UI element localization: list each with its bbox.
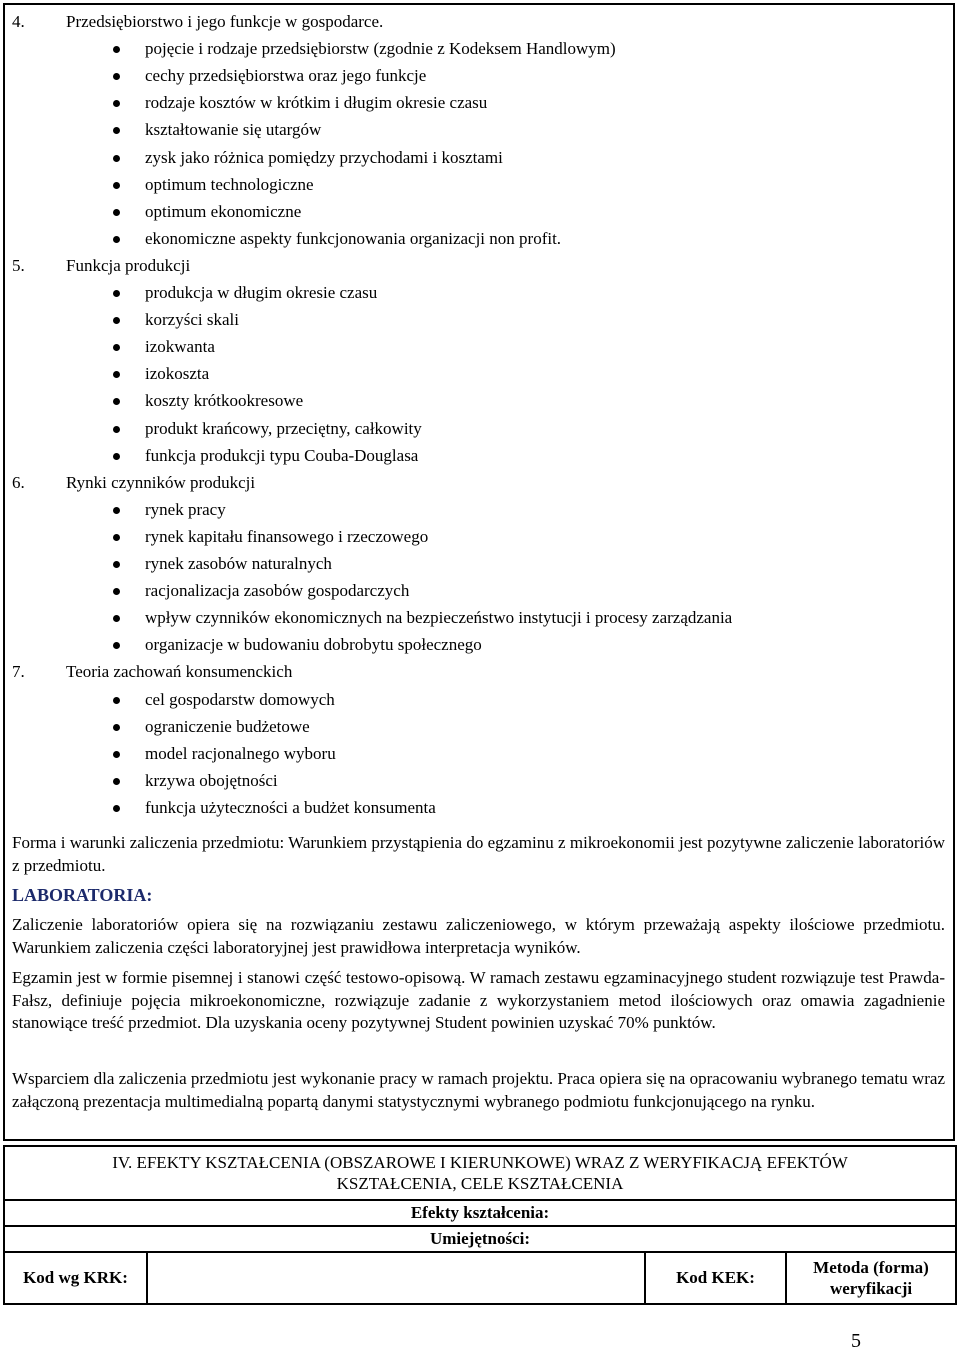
list-item-text: organizacje w budowaniu dobrobytu społecznego: [145, 635, 482, 655]
bullet-icon: [113, 209, 120, 216]
bullet-icon: [113, 426, 120, 433]
section-number: 5.: [12, 255, 25, 275]
list-item-text: koszty krótkookresowe: [145, 391, 304, 411]
list-item-text: rynek pracy: [145, 499, 226, 519]
bullet-icon: [113, 534, 120, 541]
kod-kek-header: Kod KEK:: [645, 1252, 786, 1304]
list-item-text: zysk jako różnica pomiędzy przychodami i kosztami: [145, 147, 503, 167]
bullet-icon: [113, 453, 120, 460]
list-item-text: korzyści skali: [145, 310, 239, 330]
bullet-icon: [113, 697, 120, 704]
list-item-text: ekonomiczne aspekty funkcjonowania organizacji non profit.: [145, 228, 562, 248]
bullet-icon: [113, 805, 120, 812]
list-item-text: pojęcie i rodzaje przedsiębiorstw (zgodnie z Kodeksem Handlowym): [145, 39, 616, 59]
efekty-ksztalcenia-table: [3, 1145, 957, 1305]
lab-paragraph-1-text: Zaliczenie laboratoriów opiera się na rozwiązaniu zestawu zaliczeniowego, w którym przeważają aspekty ilościowe przedmiotu. Warunkiem zaliczenia części laboratoryjnej jest prawidłowa interpretacja wyników.: [12, 915, 945, 957]
list-item-text: cel gospodarstw domowych: [145, 689, 335, 709]
section-title: Teoria zachowań konsumenckich: [66, 662, 293, 682]
bullet-icon: [113, 290, 120, 297]
forma-zaliczenia-text: Forma i warunki zaliczenia przedmiotu: Warunkiem przystąpienia do egzaminu z mikroekonomii jest pozytywne zaliczenie laboratoriów z przedmiotu.: [12, 833, 945, 875]
list-item-text: izokoszta: [145, 364, 210, 384]
section-number: 4.: [12, 12, 25, 31]
list-item-text: racjonalizacja zasobów gospodarczych: [145, 581, 410, 601]
laboratoria-heading: LABORATORIA:: [12, 885, 153, 905]
bullet-icon: [113, 751, 120, 758]
list-item-text: optimum technologiczne: [145, 174, 314, 194]
page-number: 5: [851, 1330, 861, 1352]
efekty-ksztalcenia-label: Efekty kształcenia:: [4, 1200, 956, 1226]
bullet-icon: [113, 236, 120, 243]
lab-paragraph-2: [12, 967, 945, 1035]
list-item-text: model racjonalnego wyboru: [145, 743, 336, 763]
list-item-text: rynek kapitału finansowego i rzeczowego: [145, 526, 429, 546]
section-title: Funkcja produkcji: [66, 255, 191, 275]
bullet-icon: [113, 182, 120, 189]
bullet-icon: [113, 155, 120, 162]
list-item-text: izokwanta: [145, 337, 215, 357]
table-heading-line-2: KSZTAŁCENIA, CELE KSZTAŁCENIA: [336, 1174, 624, 1193]
section-title: Rynki czynników produkcji: [66, 472, 256, 492]
bullet-icon: [113, 507, 120, 514]
list-item-text: optimum ekonomiczne: [145, 201, 302, 221]
blank-header-cell: [147, 1252, 645, 1304]
list-item-text: produkt krańcowy, przeciętny, całkowity: [145, 418, 422, 438]
section-number: 7.: [12, 662, 25, 682]
list-item-text: ograniczenie budżetowe: [145, 716, 310, 736]
metoda-weryfikacji-header: Metoda (forma) weryfikacji: [786, 1252, 956, 1304]
list-item-text: funkcja użyteczności a budżet konsumenta: [145, 797, 436, 817]
forma-zaliczenia-paragraph: [12, 832, 945, 877]
table-heading-line-1: IV. EFEKTY KSZTAŁCENIA (OBSZAROWE I KIERUNKOWE) WRAZ Z WERYFIKACJĄ EFEKTÓW: [112, 1153, 848, 1172]
table-heading: [4, 1146, 956, 1200]
umiejetnosci-label: Umiejętności:: [4, 1226, 956, 1252]
list-item-text: wpływ czynników ekonomicznych na bezpieczeństwo instytucji i procesy zarządzania: [145, 608, 733, 628]
bullet-icon: [113, 561, 120, 568]
list-item-text: produkcja w długim okresie czasu: [145, 283, 378, 302]
kod-krk-header: Kod wg KRK:: [4, 1252, 147, 1304]
list-item-text: kształtowanie się utargów: [145, 120, 322, 140]
list-item-text: funkcja produkcji typu Couba-Douglasa: [145, 445, 419, 465]
section-title: Przedsiębiorstwo i jego funkcje w gospodarce.: [66, 12, 384, 31]
lab-paragraph-1: [12, 914, 945, 959]
list-item-text: krzywa obojętności: [145, 770, 278, 790]
list-item-text: cechy przedsiębiorstwa oraz jego funkcje: [145, 66, 427, 86]
lab-paragraph-2-text: Egzamin jest w formie pisemnej i stanowi część testowo-opisową. W ramach zestawu egzaminacyjnego student rozwiązuje test Prawda-Fałsz, definiuje pojęcia mikroekonomiczne, rozwiązuje zadanie z wykorzystaniem metod ilościowych oraz omawia zagadnienie stanowiące treść przedmiot. Dla uzyskania oceny pozytywnej Student powinien uzyskać 70% punktów.: [12, 968, 945, 1033]
list-item-text: rynek zasobów naturalnych: [145, 554, 332, 573]
bullet-icon: [113, 724, 120, 731]
list-item-text: rodzaje kosztów w krótkim i długim okresie czasu: [145, 93, 488, 113]
bullet-icon: [113, 778, 120, 785]
section-number: 6.: [12, 472, 25, 492]
lab-paragraph-3-text: Wsparciem dla zaliczenia przedmiotu jest wykonanie pracy w ramach projektu. Praca opiera się na opracowaniu wybranego tematu wraz załączoną prezentacja multimedialną popartą danymi statystycznymi wybranego podmiotu funkcjonującego na rynku.: [12, 1069, 945, 1111]
lab-paragraph-3: [12, 1068, 945, 1113]
